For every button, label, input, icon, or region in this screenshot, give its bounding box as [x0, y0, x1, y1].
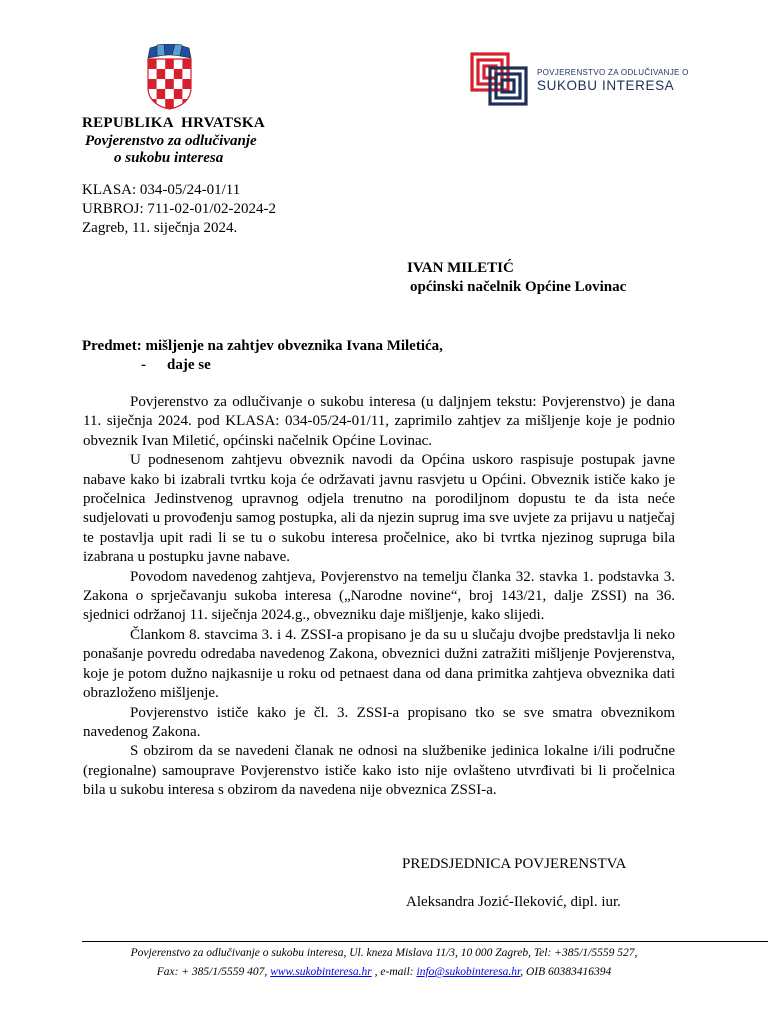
- urbroj: URBROJ: 711-02-01/02-2024-2: [82, 201, 277, 217]
- signature-name: Aleksandra Jozić-Ileković, dipl. iur.: [406, 894, 621, 910]
- paragraph-2: U podnesenom zahtjevu obveznik navodi da Općina uskoro raspisuje postupak javne nabave kako bi izabrali tvrtku koja će održavati javnu rasvjetu u Općini. Obveznik ističe kako je pročelnica Jedinstvenog upravnog odjela trenutno na porodiljnom dopustu te da ista neće sudjelovati u provođenju samog postupka, ali da njezin suprug ima sve uvjete za prijavu u natječaj te postavlja upit radi li se tu o sukobu interesa pročelnice, ako bi tvrtka njezinog supruga bila izabrana u postupku javne nabave.: [83, 452, 675, 566]
- republic-heading: REPUBLIKA HRVATSKA: [82, 115, 265, 131]
- signature-title: PREDSJEDNICA POVJERENSTVA: [402, 856, 627, 872]
- email-link[interactable]: info@sukobinteresa.hr: [416, 966, 521, 978]
- klasa: KLASA: 034-05/24-01/11: [82, 182, 241, 198]
- institution-line-1: Povjerenstvo za odlučivanje: [85, 133, 257, 149]
- website-link[interactable]: www.sukobinteresa.hr: [270, 966, 372, 978]
- coat-of-arms-icon: [146, 44, 193, 110]
- footer-oib: , OIB 60383416394: [520, 966, 612, 978]
- logo-line-2: SUKOBU INTERESA: [537, 78, 675, 93]
- subject-line: Predmet: mišljenje na zahtjev obveznika Ivana Miletića,: [82, 338, 443, 354]
- commission-logo: [470, 52, 689, 108]
- subject-line-2: [82, 357, 211, 374]
- footer-email-label: , e-mail:: [374, 966, 414, 978]
- footer-line-2: [0, 966, 768, 978]
- paragraph-3: Povodom navedenog zahtjeva, Povjerenstvo na temelju članka 32. stavka 1. podstavka 3. Zakona o sprječavanju sukoba interesa („Narodne novine“, broj 143/21, dalje ZSSI) na 36. sjednici održanoj 11. siječnja 2024.g., obvezniku daje mišljenje, kako slijedi.: [83, 568, 675, 624]
- letter-body: [83, 393, 675, 801]
- recipient-name: IVAN MILETIĆ: [407, 260, 514, 276]
- footer-line-1: Povjerenstvo za odlučivanje o sukobu interesa, Ul. kneza Mislava 11/3, 10 000 Zagreb, Tel: +385/1/5559 527,: [130, 947, 638, 959]
- paragraph-1: Povjerenstvo za odlučivanje o sukobu interesa (u daljnjem tekstu: Povjerenstvo) je dana 11. siječnja 2024. pod KLASA: 034-05/24-01/11, zaprimilo zahtjev za mišljenje koje je podnio obveznik Ivan Miletić, općinski načelnik Općine Lovinac.: [83, 394, 675, 449]
- subject-dash: -: [141, 357, 146, 373]
- paragraph-5: Povjerenstvo ističe kako je čl. 3. ZSSI-a propisano tko se sve smatra obveznikom navedenog Zakona.: [83, 704, 675, 740]
- institution-line-2: o sukobu interesa: [114, 150, 224, 166]
- subject-continuation: daje se: [167, 357, 211, 373]
- place-date: Zagreb, 11. siječnja 2024.: [82, 220, 238, 236]
- paragraph-6: S obzirom da se navedeni članak ne odnosi na službenike jedinica lokalne i/ili područne (regionalne) samouprave Povjerenstvo ističe kako isto nije ovlašteno utvrđivati bi li pročelnica bila u sukobu interesa s obzirom da navedena nije obveznica ZSSI-a.: [83, 743, 675, 799]
- logo-line-1: POVJERENSTVO ZA ODLUČIVANJE O: [537, 68, 689, 77]
- paragraph-4: Člankom 8. stavcima 3. i 4. ZSSI-a propisano je da su u slučaju dvojbe predstavlja li neko ponašanje povredu odredaba navedenog Zakona, obveznici dužni zatražiti mišljenje Povjerenstva, koje je potom dužno najkasnije u roku od petnaest dana od dana primitka zahtjeva obveznika dati obrazloženo mišljenje.: [83, 626, 675, 702]
- interlocked-squares-icon: [470, 52, 530, 108]
- footer-fax: Fax: + 385/1/5559 407,: [156, 966, 268, 978]
- recipient-title: općinski načelnik Općine Lovinac: [410, 279, 627, 295]
- footer-divider: [82, 941, 768, 942]
